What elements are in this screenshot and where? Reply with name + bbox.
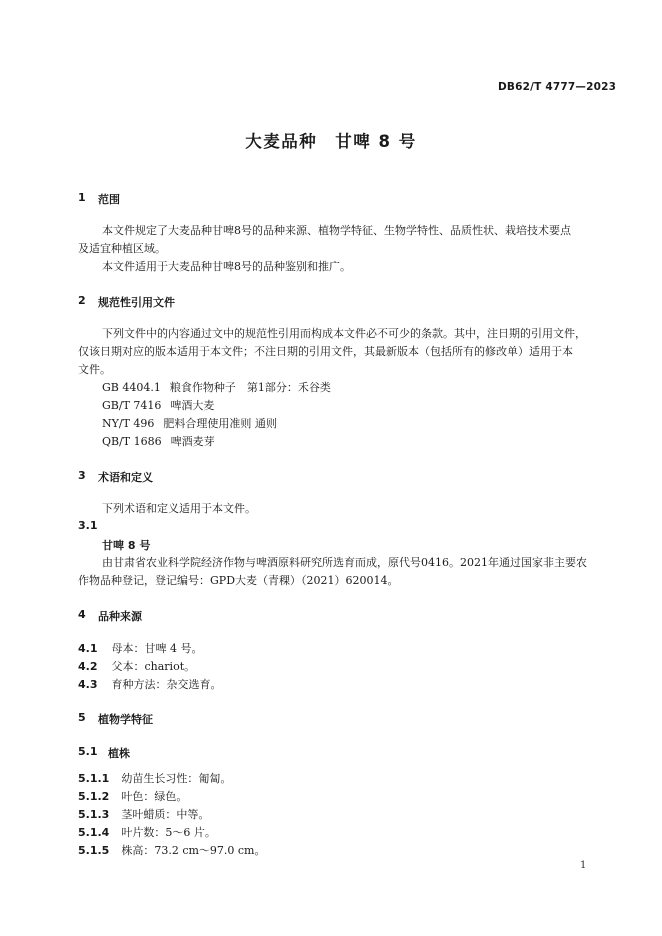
section-3-para: 下列术语和定义适用于本文件。 — [102, 502, 256, 515]
list-item — [78, 806, 209, 825]
section-1-title: 范围 — [98, 193, 120, 206]
section-1-number: 1 — [78, 191, 86, 204]
subsection-number: 5.1 — [78, 745, 98, 758]
reference-code: GB/T 7416 — [102, 399, 162, 412]
section-2-para-line-1: 下列文件中的内容通过文中的规范性引用而构成本文件必不可少的条款。其中，注日期的引用文件， — [102, 327, 586, 340]
page-number: 1 — [580, 860, 587, 871]
section-2-para-line-3: 文件。 — [78, 363, 111, 376]
section-3-title: 术语和定义 — [98, 471, 153, 484]
list-item — [78, 640, 203, 659]
section-1-para-2: 本文件适用于大麦品种甘啤8号的品种鉴别和推广。 — [102, 260, 351, 273]
section-2-number: 2 — [78, 294, 86, 307]
reference-item — [102, 433, 215, 452]
reference-code: NY/T 496 — [102, 417, 155, 430]
section-2-title: 规范性引用文件 — [98, 296, 175, 309]
term-number: 3.1 — [78, 519, 98, 532]
section-5-title: 植物学特征 — [98, 713, 153, 726]
list-item — [78, 788, 187, 807]
item-text: 茎叶蜡质：中等。 — [121, 808, 210, 821]
item-text: 株高：73.2 cm～97.0 cm。 — [121, 844, 266, 857]
reference-code: GB 4404.1 — [102, 381, 161, 394]
section-2-para-line-2: 仅该日期对应的版本适用于本文件；不注日期的引用文件，其最新版本（包括所有的修改单）适用于本 — [78, 345, 573, 358]
reference-code: QB/T 1686 — [102, 435, 162, 448]
reference-name: 啤酒麦芽 — [170, 435, 215, 448]
section-1-para-1-line-1: 本文件规定了大麦品种甘啤8号的品种来源、植物学特征、生物学特性、品质性状、栽培技术要点 — [102, 224, 571, 237]
item-number: 4.1 — [78, 642, 98, 655]
section-1-para-1-line-2: 及适宜种植区域。 — [78, 242, 166, 255]
list-item — [78, 842, 266, 861]
reference-item — [102, 397, 214, 416]
document-code: DB62/T 4777—2023 — [498, 81, 617, 93]
item-number: 5.1.3 — [78, 808, 110, 821]
term-definition-line-2: 作物品种登记，登记编号：GPD大麦（青稞）（2021）620014。 — [78, 574, 399, 587]
item-number: 4.2 — [78, 660, 98, 673]
subsection-title: 植株 — [108, 747, 130, 760]
item-text: 叶色：绿色。 — [121, 790, 188, 803]
reference-item — [102, 379, 331, 398]
term-definition-line-1: 由甘肃省农业科学院经济作物与啤酒原料研究所选育而成，原代号0416。2021年通过国家非主要农 — [102, 556, 587, 569]
reference-name: 肥料合理使用准则 通则 — [163, 417, 277, 430]
item-text: 育种方法：杂交选育。 — [111, 678, 222, 691]
item-text: 母本：甘啤 4 号。 — [111, 642, 203, 655]
item-number: 5.1.4 — [78, 826, 110, 839]
item-number: 5.1.5 — [78, 844, 110, 857]
item-text: 父本：chariot。 — [111, 660, 196, 673]
document-title: 大麦品种 甘啤 8 号 — [245, 132, 417, 151]
item-number: 5.1.2 — [78, 790, 110, 803]
section-5-number: 5 — [78, 711, 86, 724]
section-4-number: 4 — [78, 608, 86, 621]
item-text: 幼苗生长习性：匍匐。 — [121, 772, 232, 785]
term-name: 甘啤 8 号 — [102, 539, 151, 552]
list-item — [78, 770, 231, 789]
list-item — [78, 676, 222, 695]
item-text: 叶片数：5～6 片。 — [121, 826, 216, 839]
section-3-number: 3 — [78, 469, 86, 482]
list-item — [78, 824, 216, 843]
section-4-title: 品种来源 — [98, 610, 142, 623]
reference-name: 粮食作物种子 第1部分：禾谷类 — [169, 381, 331, 394]
item-number: 5.1.1 — [78, 772, 110, 785]
list-item — [78, 658, 195, 677]
reference-item — [102, 415, 277, 434]
reference-name: 啤酒大麦 — [170, 399, 215, 412]
item-number: 4.3 — [78, 678, 98, 691]
